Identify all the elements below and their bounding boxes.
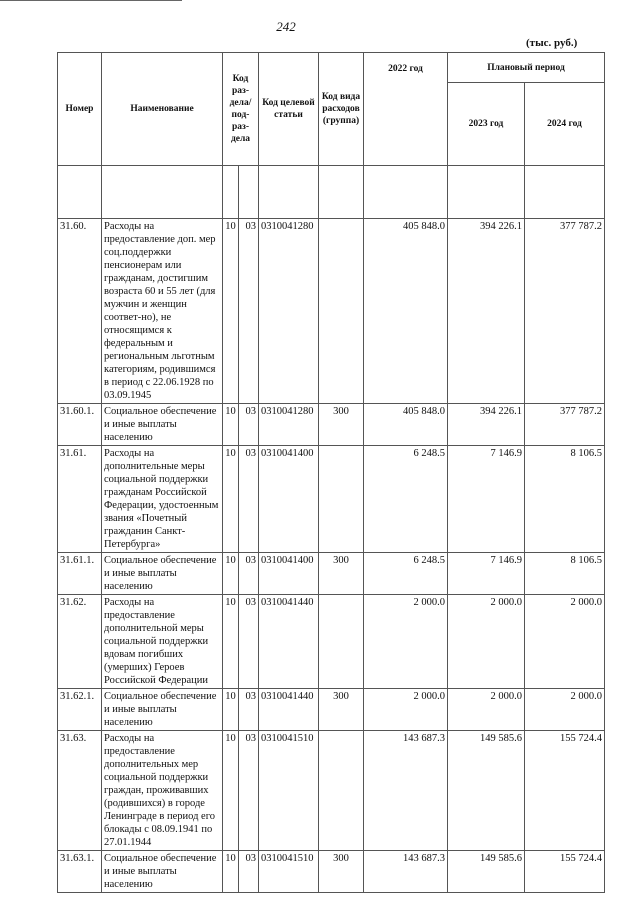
row-amount-2024: 2 000.0: [525, 689, 605, 731]
row-podrazdel: 03: [239, 595, 259, 689]
row-expense-type: 300: [319, 404, 364, 446]
row-amount-2022: 143 687.3: [364, 731, 448, 851]
row-amount-2022: 143 687.3: [364, 851, 448, 893]
header-2023: 2023 год: [448, 83, 525, 166]
spacer-cell: [102, 166, 223, 219]
row-razdel: 10: [223, 595, 239, 689]
header-2024: 2024 год: [525, 83, 605, 166]
row-expense-type: 300: [319, 689, 364, 731]
header-number: Номер: [58, 53, 102, 166]
page-number: 242: [276, 19, 296, 34]
row-number: 31.60.: [58, 219, 102, 404]
spacer-cell: [239, 166, 259, 219]
table-row: [58, 404, 605, 446]
row-amount-2022: 405 848.0: [364, 404, 448, 446]
row-name: Социальное обеспечение и иные выплаты населению: [102, 851, 223, 893]
row-number: 31.63.1.: [58, 851, 102, 893]
row-number: 31.62.: [58, 595, 102, 689]
row-amount-2024: 2 000.0: [525, 595, 605, 689]
table-row: [58, 446, 605, 553]
row-amount-2024: 8 106.5: [525, 553, 605, 595]
row-amount-2022: 2 000.0: [364, 689, 448, 731]
top-rule: [0, 0, 182, 1]
header-plan-period: Плановый период: [448, 53, 605, 83]
row-amount-2024: 377 787.2: [525, 404, 605, 446]
row-amount-2023: 2 000.0: [448, 595, 525, 689]
row-target-article: 0310041400: [259, 446, 319, 553]
header-razdel: Код раз-дела/ под-раз-дела: [223, 53, 259, 166]
header-target-article: Код целевой статьи: [259, 53, 319, 166]
row-razdel: 10: [223, 689, 239, 731]
table-row: [58, 219, 605, 404]
row-name: Социальное обеспечение и иные выплаты населению: [102, 404, 223, 446]
row-target-article: 0310041280: [259, 219, 319, 404]
row-podrazdel: 03: [239, 404, 259, 446]
row-podrazdel: 03: [239, 851, 259, 893]
spacer-cell: [259, 166, 319, 219]
row-razdel: 10: [223, 851, 239, 893]
units-label: (тыс. руб.): [526, 37, 578, 49]
row-expense-type: [319, 446, 364, 553]
row-razdel: 10: [223, 446, 239, 553]
header-expense-type: Код вида расходов (группа): [319, 53, 364, 166]
row-expense-type: [319, 595, 364, 689]
spacer-cell: [448, 166, 525, 219]
row-number: 31.60.1.: [58, 404, 102, 446]
row-amount-2024: 8 106.5: [525, 446, 605, 553]
row-target-article: 0310041510: [259, 731, 319, 851]
row-number: 31.62.1.: [58, 689, 102, 731]
row-amount-2023: 149 585.6: [448, 851, 525, 893]
row-razdel: 10: [223, 219, 239, 404]
row-target-article: 0310041440: [259, 689, 319, 731]
row-amount-2022: 6 248.5: [364, 446, 448, 553]
spacer-cell: [525, 166, 605, 219]
row-amount-2022: 6 248.5: [364, 553, 448, 595]
row-amount-2023: 2 000.0: [448, 689, 525, 731]
table-row: [58, 553, 605, 595]
row-amount-2024: 155 724.4: [525, 851, 605, 893]
row-podrazdel: 03: [239, 446, 259, 553]
spacer-cell: [223, 166, 239, 219]
row-name: Расходы на предоставление доп. мер соц.поддержки пенсионерам или гражданам, достигшим возраста 60 и 55 лет (для мужчин и женщин соответ-но), не относящимся к федеральным и региональным льготным категориям, родившимся в период с 22.06.1928 по 03.09.1945: [102, 219, 223, 404]
row-amount-2023: 7 146.9: [448, 553, 525, 595]
table-row: [58, 689, 605, 731]
row-number: 31.61.: [58, 446, 102, 553]
row-amount-2024: 377 787.2: [525, 219, 605, 404]
row-amount-2023: 394 226.1: [448, 404, 525, 446]
row-target-article: 0310041510: [259, 851, 319, 893]
row-expense-type: [319, 219, 364, 404]
row-target-article: 0310041440: [259, 595, 319, 689]
row-razdel: 10: [223, 404, 239, 446]
spacer-cell: [364, 166, 448, 219]
header-spacer-row: [58, 166, 605, 219]
row-podrazdel: 03: [239, 689, 259, 731]
header-2022: 2022 год: [364, 53, 448, 166]
row-razdel: 10: [223, 731, 239, 851]
row-razdel: 10: [223, 553, 239, 595]
table-row: [58, 595, 605, 689]
row-number: 31.61.1.: [58, 553, 102, 595]
row-number: 31.63.: [58, 731, 102, 851]
budget-table: [57, 52, 605, 893]
header-name: Наименование: [102, 53, 223, 166]
row-amount-2023: 149 585.6: [448, 731, 525, 851]
row-name: Социальное обеспечение и иные выплаты населению: [102, 689, 223, 731]
row-expense-type: 300: [319, 553, 364, 595]
spacer-cell: [319, 166, 364, 219]
table-row: [58, 851, 605, 893]
row-name: Расходы на предоставление дополнительной меры социальной поддержки вдовам погибших (умерших) Героев Российской Федерации: [102, 595, 223, 689]
row-podrazdel: 03: [239, 731, 259, 851]
row-expense-type: 300: [319, 851, 364, 893]
row-amount-2022: 2 000.0: [364, 595, 448, 689]
row-expense-type: [319, 731, 364, 851]
row-podrazdel: 03: [239, 553, 259, 595]
row-amount-2022: 405 848.0: [364, 219, 448, 404]
row-podrazdel: 03: [239, 219, 259, 404]
row-name: Расходы на предоставление дополнительных мер социальной поддержки граждан, проживавших (родившихся) в городе Ленинграде в период его блокады с 08.09.1941 по 27.01.1944: [102, 731, 223, 851]
row-name: Социальное обеспечение и иные выплаты населению: [102, 553, 223, 595]
row-amount-2023: 394 226.1: [448, 219, 525, 404]
row-target-article: 0310041400: [259, 553, 319, 595]
table-row: [58, 731, 605, 851]
row-name: Расходы на дополнительные меры социальной поддержки гражданам Российской Федерации, удостоенным звания «Почетный гражданин Санкт-Петербурга»: [102, 446, 223, 553]
row-target-article: 0310041280: [259, 404, 319, 446]
spacer-cell: [58, 166, 102, 219]
row-amount-2023: 7 146.9: [448, 446, 525, 553]
row-amount-2024: 155 724.4: [525, 731, 605, 851]
